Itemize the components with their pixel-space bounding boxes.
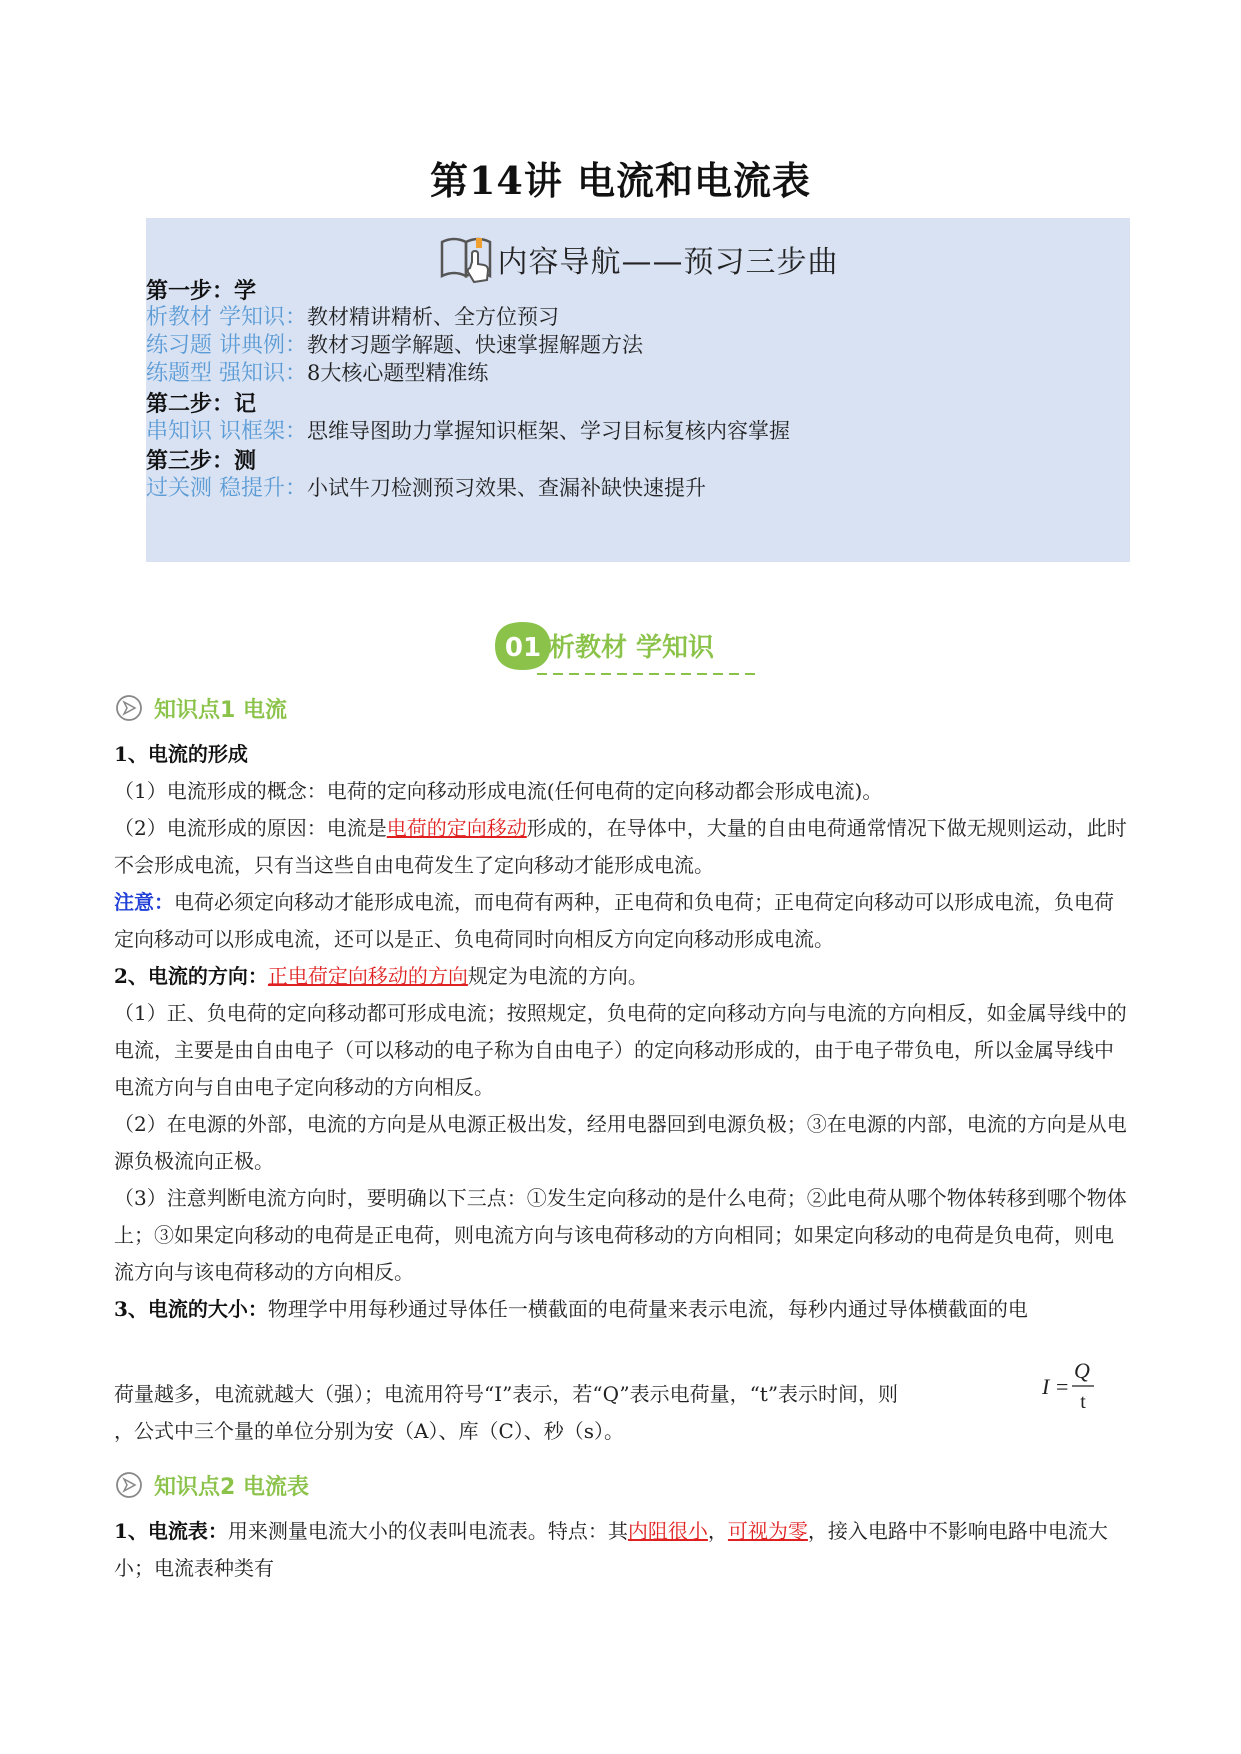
nav-row: 串知识 识框架：思维导图助力掌握知识框架、学习目标复核内容掌握	[146, 419, 790, 444]
knowledge-point-2: 知识点2 电流表	[114, 1465, 309, 1505]
section-badge	[487, 616, 767, 676]
paragraph: （3）注意判断电流方向时，要明确以下三点：①发生定向移动的是什么电荷；②此电荷从哪个物体转移到哪个物体上；③如果定向移动的电荷是正电荷，则电流方向与该电荷移动的方向相同；如果定向移动的电荷是负电荷，则电流方向与该电荷移动的方向相反。	[114, 1186, 1127, 1284]
heading-1: 1、电流的形成	[114, 742, 248, 766]
step-1: 第一步：学	[146, 278, 257, 304]
note-paragraph: 注意：电荷必须定向移动才能形成电流，而电荷有两种，正电荷和负电荷；正电荷定向移动可以形成电流，负电荷定向移动可以形成电流，还可以是正、负电荷同时向相反方向定向移动形成电流。	[114, 890, 1114, 951]
book-pointer-icon	[438, 232, 498, 286]
svg-text:t: t	[1080, 1391, 1086, 1413]
paragraph: （1）正、负电荷的定向移动都可形成电流；按照规定，负电荷的定向移动方向与电流的方向相反，如金属导线中的电流，主要是由自由电子（可以移动的电子称为自由电子）的定向移动形成的，由于电子带负电，所以金属导线中电流方向与自由电子定向移动的方向相反。	[114, 1001, 1127, 1099]
nav-row: 练习题 讲典例：教材习题学解题、快速掌握解题方法	[146, 333, 643, 358]
paragraph: 1、电流表：用来测量电流大小的仪表叫电流表。特点：其内阻很小，可视为零，接入电路中不影响电路中电流大小；电流表种类有	[114, 1519, 1108, 1580]
nav-heading-text: 内容导航——预习三步曲	[497, 245, 839, 280]
paragraph: （2）电流形成的原因：电流是电荷的定向移动形成的，在导体中，大量的自由电荷通常情况下做无规则运动，此时不会形成电流，只有当这些自由电荷发生了定向移动才能形成电流。	[114, 816, 1127, 877]
nav-row: 析教材 学知识：教材精讲精析、全方位预习	[146, 305, 559, 330]
step-2: 第二步：记	[146, 391, 257, 417]
svg-text:=: =	[1056, 1374, 1069, 1399]
section-label: 析教材 学知识	[549, 633, 715, 663]
section-number: 01	[504, 633, 542, 663]
paragraph: 荷量越多，电流就越大（强）；电流用符号“I”表示，若“Q”表示电荷量，“t”表示时间，则	[114, 1382, 899, 1406]
paragraph: （2）在电源的外部，电流的方向是从电源正极出发，经用电器回到电源负极；③在电源的内部，电流的方向是从电源负极流向正极。	[114, 1112, 1127, 1173]
heading-2: 2、电流的方向：正电荷定向移动的方向规定为电流的方向。	[114, 964, 648, 988]
current-formula	[1040, 1352, 1110, 1422]
arrow-circle-icon	[114, 1470, 144, 1500]
step-3: 第三步：测	[146, 448, 257, 474]
nav-row: 练题型 强知识：8大核心题型精准练	[146, 361, 489, 386]
page-title: 第14讲 电流和电流表	[429, 158, 812, 203]
svg-text:I: I	[1042, 1374, 1050, 1399]
nav-row: 过关测 稳提升：小试牛刀检测预习效果、查漏补缺快速提升	[146, 476, 706, 501]
arrow-circle-icon	[114, 693, 144, 723]
paragraph: ，公式中三个量的单位分别为安（A）、库（C）、秒（s）。	[114, 1419, 625, 1443]
svg-text:Q: Q	[1074, 1358, 1090, 1383]
heading-3: 3、电流的大小：物理学中用每秒通过导体任一横截面的电荷量来表示电流，每秒内通过导体横截面的电	[114, 1297, 1028, 1321]
knowledge-point-1: 知识点1 电流	[114, 688, 287, 728]
nav-heading	[146, 232, 1130, 286]
paragraph: （1）电流形成的概念：电荷的定向移动形成电流(任何电荷的定向移动都会形成电流)。	[114, 779, 883, 803]
